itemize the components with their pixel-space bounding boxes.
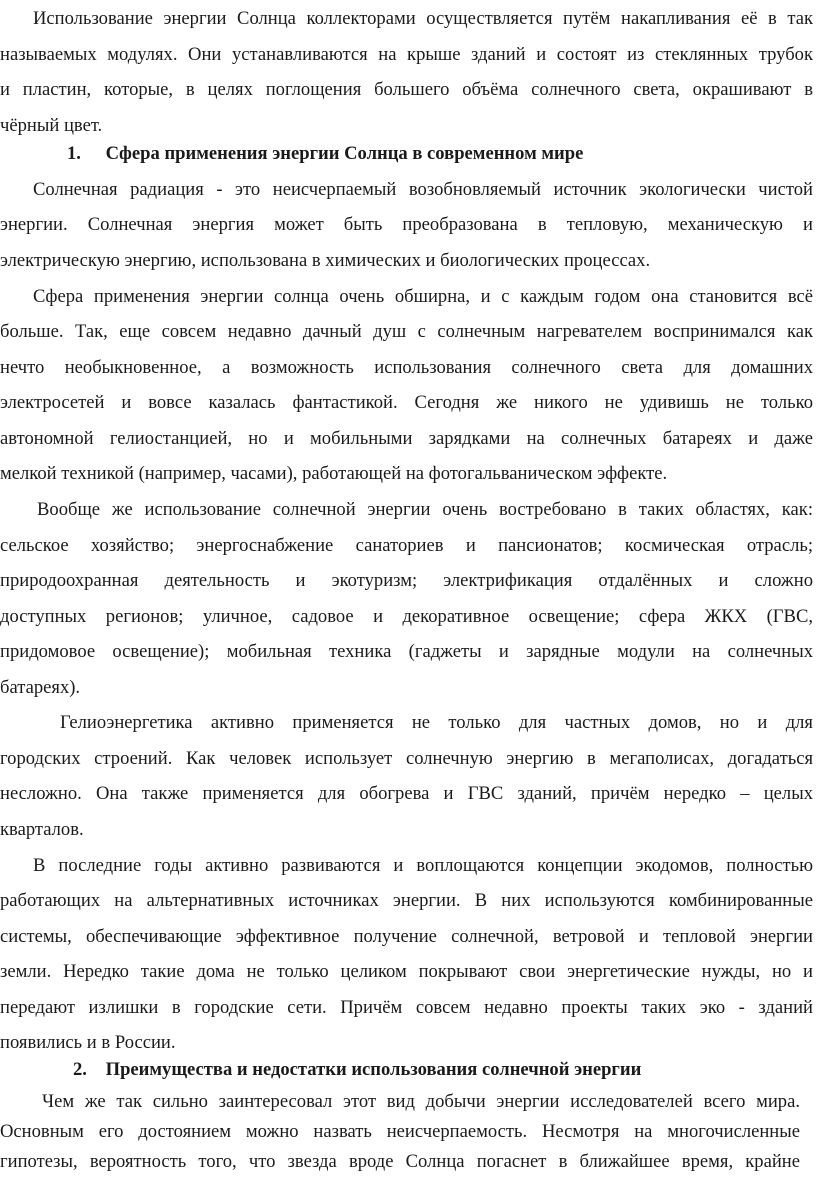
text-line: называемых модулях. Они устанавливаются на крыше зданий и состоят из стеклянных трубок [0, 44, 813, 65]
text-line: Гелиоэнергетика активно применяется не только для частных домов, но и для [60, 712, 813, 733]
text-line: Вообще же использование солнечной энергии очень востребовано в таких областях, как: [37, 499, 813, 520]
text-line: чёрный цвет. [0, 115, 103, 136]
heading-text: Преимущества и недостатки использования солнечной энергии [105, 1059, 642, 1080]
text-line: автономной гелиостанцией, но и мобильными зарядками на солнечных батареях и даже [0, 428, 813, 449]
text-line: В последние годы активно развиваются и воплощаются концепции экодомов, полностью [33, 855, 813, 876]
text-line: электросетей и вовсе казалась фантастикой. Сегодня же никого не удивишь не только [0, 392, 813, 413]
text-line: электрическую энергию, использована в химических и биологических процессах. [0, 250, 651, 271]
text-line: больше. Так, еще совсем недавно дачный душ с солнечным нагревателем воспринимался как [0, 321, 813, 342]
text-line: работающих на альтернативных источниках энергии. В них используются комбинированные [0, 890, 813, 911]
text-line: и пластин, которые, в целях поглощения большего объёма солнечного света, окрашивают в [0, 79, 813, 100]
section-heading-2 [73, 1055, 641, 1085]
text-line: мелкой техникой (например, часами), работающей на фотогальваническом эффекте. [0, 463, 668, 484]
text-line: сельское хозяйство; энергоснабжение санаториев и пансионатов; космическая отрасль; [0, 535, 813, 556]
text-line: нечто необыкновенное, а возможность использования солнечного света для домашних [0, 357, 813, 378]
text-line: земли. Нередко такие дома не только целиком покрывают свои энергетические нужды, но и [0, 961, 813, 982]
text-line: батареях). [0, 677, 81, 698]
text-line: передают излишки в городские сети. Причём совсем недавно проекты таких эко - зданий [0, 997, 813, 1018]
text-line: системы, обеспечивающие эффективное получение солнечной, ветровой и тепловой энергии [0, 926, 813, 947]
heading-number: 2. [73, 1059, 87, 1080]
text-line: придомовое освещение); мобильная техника (гаджеты и зарядные модули на солнечных [0, 641, 813, 662]
text-line: энергии. Солнечная энергия может быть преобразована в тепловую, механическую и [0, 214, 813, 235]
text-line: городских строений. Как человек использует солнечную энергию в мегаполисах, догадаться [0, 748, 813, 769]
text-line: несложно. Она также применяется для обогрева и ГВС зданий, причём нередко – целых [0, 783, 813, 804]
section-heading-1 [67, 139, 583, 169]
heading-text: Сфера применения энергии Солнца в современном мире [105, 143, 584, 164]
text-line: появились и в России. [0, 1032, 176, 1053]
text-line: Солнечная радиация - это неисчерпаемый возобновляемый источник экологически чистой [33, 179, 813, 200]
text-line: гипотезы, вероятность того, что звезда вроде Солнца погаснет в ближайшее время, крайне [0, 1151, 800, 1172]
text-line: Использование энергии Солнца коллекторами осуществляется путём накапливания её в так [33, 8, 813, 29]
text-line: Сфера применения энергии солнца очень обширна, и с каждым годом она становится всё [33, 286, 813, 307]
text-line: природоохранная деятельность и экотуризм; электрификация отдалённых и сложно [0, 570, 813, 591]
text-line: кварталов. [0, 819, 84, 840]
text-line: Основным его достоянием можно назвать неисчерпаемость. Несмотря на многочисленные [0, 1121, 800, 1142]
text-line: доступных регионов; уличное, садовое и декоративное освещение; сфера ЖКХ (ГВС, [0, 606, 813, 627]
text-line: Чем же так сильно заинтересовал этот вид добычи энергии исследователей всего мира. [42, 1091, 800, 1112]
heading-number: 1. [67, 143, 81, 164]
